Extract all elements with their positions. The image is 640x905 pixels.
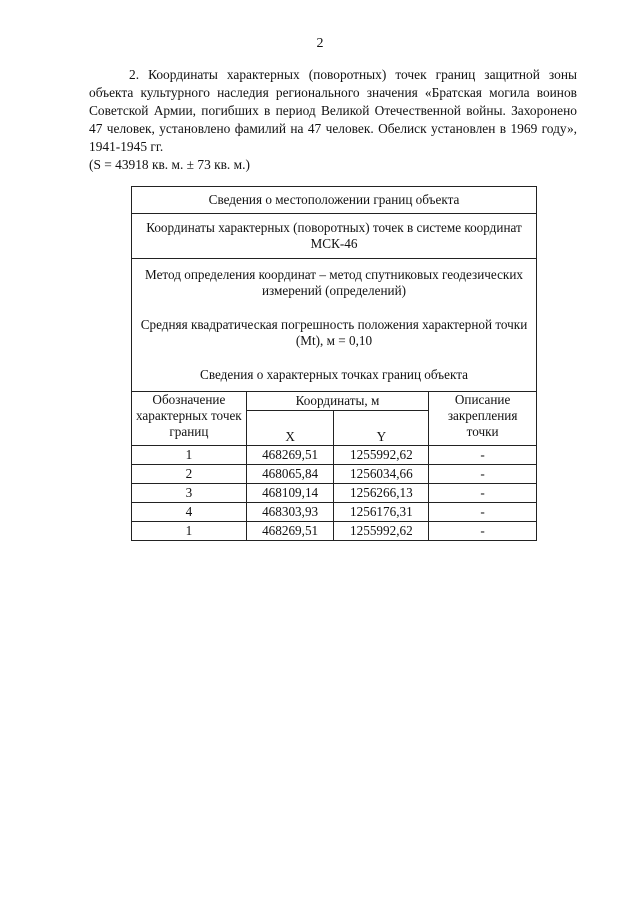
point-desc: - <box>429 503 537 522</box>
boundary-table <box>131 186 537 541</box>
col-desc-header: Описание закрепления точки <box>429 392 537 446</box>
point-desc: - <box>429 465 537 484</box>
point-y: 1256176,31 <box>334 503 429 522</box>
point-x: 468269,51 <box>246 446 334 465</box>
point-y: 1255992,62 <box>334 446 429 465</box>
table-row <box>132 503 537 522</box>
table-row <box>132 446 537 465</box>
point-id: 2 <box>132 465 247 484</box>
col-y-header: Y <box>334 411 429 446</box>
point-x: 468303,93 <box>246 503 334 522</box>
point-desc: - <box>429 522 537 541</box>
area-text: (S = 43918 кв. м. ± 73 кв. м.) <box>89 157 250 172</box>
point-id: 4 <box>132 503 247 522</box>
table-row <box>132 522 537 541</box>
point-x: 468109,14 <box>246 484 334 503</box>
page-number: 2 <box>316 36 324 51</box>
point-id: 1 <box>132 522 247 541</box>
point-id: 1 <box>132 446 247 465</box>
point-y: 1255992,62 <box>334 522 429 541</box>
point-id: 3 <box>132 484 247 503</box>
table-row <box>132 465 537 484</box>
method-block <box>132 259 537 392</box>
point-x: 468269,51 <box>246 522 334 541</box>
table-row <box>132 484 537 503</box>
accuracy-text: Средняя квадратическая погрешность положения характерной точки (Mt), м = 0,10 <box>140 317 528 348</box>
point-desc: - <box>429 446 537 465</box>
coordinate-system: Координаты характерных (поворотных) точек в системе координат МСК-46 <box>132 214 537 259</box>
point-desc: - <box>429 484 537 503</box>
col-x-header: X <box>246 411 334 446</box>
points-heading: Сведения о характерных точках границ объекта <box>200 367 468 382</box>
point-y: 1256034,66 <box>334 465 429 484</box>
col-label-header: Обозначение характерных точек границ <box>132 392 247 446</box>
point-y: 1256266,13 <box>334 484 429 503</box>
point-x: 468065,84 <box>246 465 334 484</box>
method-text: Метод определения координат – метод спутниковых геодезических измерений (определений) <box>145 267 523 298</box>
col-coords-header: Координаты, м <box>246 392 428 411</box>
table-title: Сведения о местоположении границ объекта <box>132 187 537 214</box>
intro-paragraph: 2. Координаты характерных (поворотных) точек границ защитной зоны объекта культурного наследия регионального значения «Братская могила воинов Советской Армии, погибших в период Великой Отечественной войны. Захоронено 47 человек, установлено фамилий на 47 человек. Обелиск установлен в 1969 году», 1941-1945 гг. <box>89 67 577 154</box>
